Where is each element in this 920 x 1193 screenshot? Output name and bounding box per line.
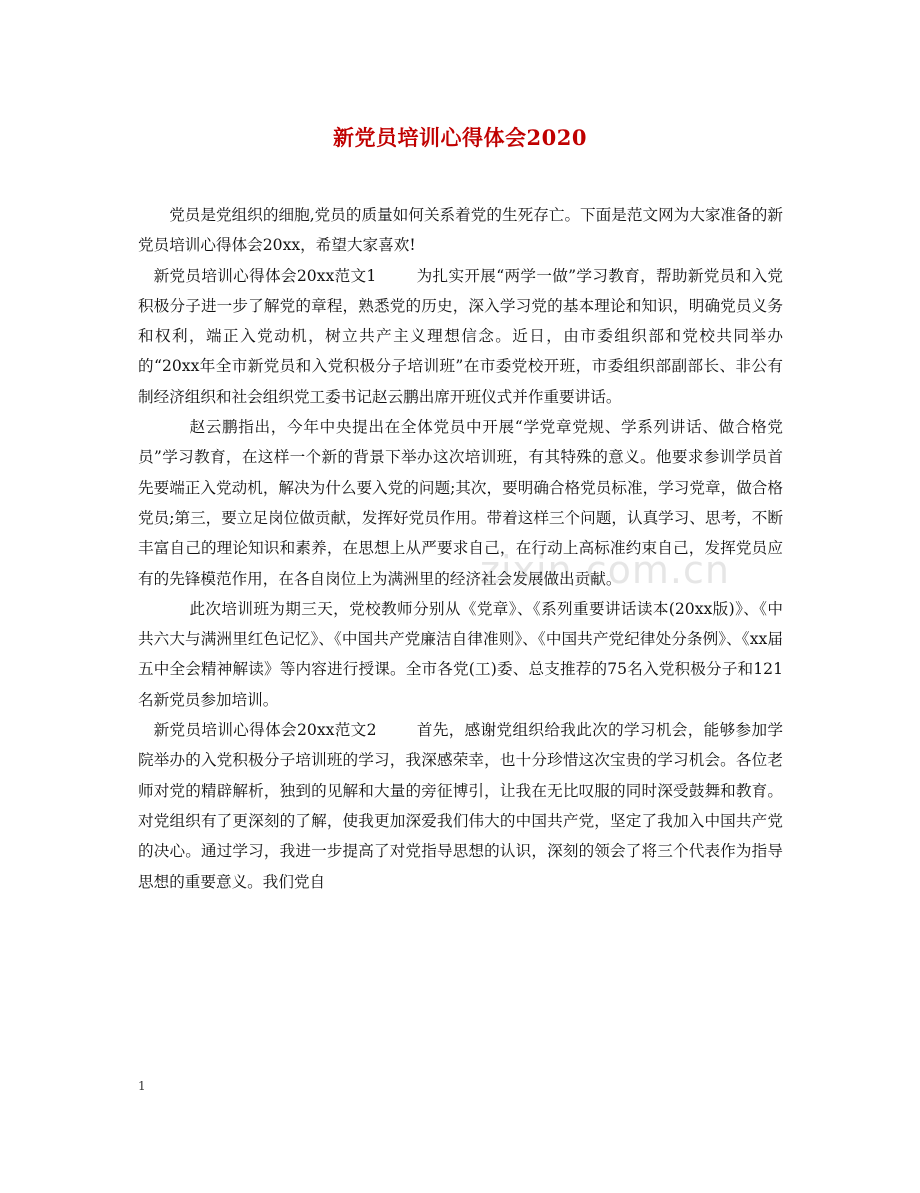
body-paragraph-4: 此次培训班为期三天，党校教师分别从《党章》、《系列重要讲话读本(20xx版)》、《中共六大与满洲里红色记忆》、《中国共产党廉洁自律准则》、《中国共产党纪律处分条例》、《xx届五中全会精神解读》等内容进行授课。全市各党(工)委、总支推荐的75名入党积极分子和121名新党员参加培训。	[138, 599, 783, 709]
page-title: 新党员培训心得体会2020	[333, 125, 587, 150]
sample1-paragraph	[138, 261, 783, 412]
intro-paragraph: 党员是党组织的细胞,党员的质量如何关系着党的生死存亡。下面是范文网为大家准备的新党员培训心得体会20xx，希望大家喜欢!	[138, 206, 783, 255]
document-body	[138, 200, 783, 897]
sample2-text: 首先，感谢党组织给我此次的学习机会，能够参加学院举办的入党积极分子培训班的学习，我深感荣幸，也十分珍惜这次宝贵的学习机会。各位老师对党的精辟解析，独到的见解和大量的旁征博引，让我在无比叹服的同时深受鼓舞和教育。对党组织有了更深刻的了解，使我更加深爱我们伟大的中国共产党，坚定了我加入中国共产党的决心。通过学习，我进一步提高了对党指导思想的认识，深刻的领会了将三个代表作为指导思想的重要意义。我们党自	[138, 721, 783, 891]
watermark: zixin.com.cn	[480, 548, 730, 592]
sample2-heading: 新党员培训心得体会20xx范文2	[153, 721, 377, 740]
page-number: 1	[138, 1079, 146, 1093]
sample1-text: 为扎实开展“两学一做”学习教育，帮助新党员和入党积极分子进一步了解党的章程，熟悉党的历史，深入学习党的基本理论和知识，明确党员义务和权利，端正入党动机，树立共产主义理想信念。近日，由市委组织部和党校共同举办的“20xx年全市新党员和入党积极分子培训班”在市委党校开班，市委组织部副部长、非公有制经济组织和社会组织党工委书记赵云鹏出席开班仪式并作重要讲话。	[138, 266, 783, 406]
sample2-paragraph	[138, 715, 783, 897]
sample1-heading: 新党员培训心得体会20xx范文1	[153, 266, 377, 285]
body-paragraph-3: 赵云鹏指出，今年中央提出在全体党员中开展“学党章党规、学系列讲话、做合格党员”学习教育，在这样一个新的背景下举办这次培训班，有其特殊的意义。他要求参训学员首先要端正入党动机，解决为什么要入党的问题;其次，要明确合格党员标准，学习党章，做合格党员;第三，要立足岗位做贡献，发挥好党员作用。带着这样三个问题，认真学习、思考，不断丰富自己的理论知识和素养，在思想上从严要求自己，在行动上高标准约束自己，发挥党员应有的先锋模范作用，在各自岗位上为满洲里的经济社会发展做出贡献。	[138, 418, 783, 588]
